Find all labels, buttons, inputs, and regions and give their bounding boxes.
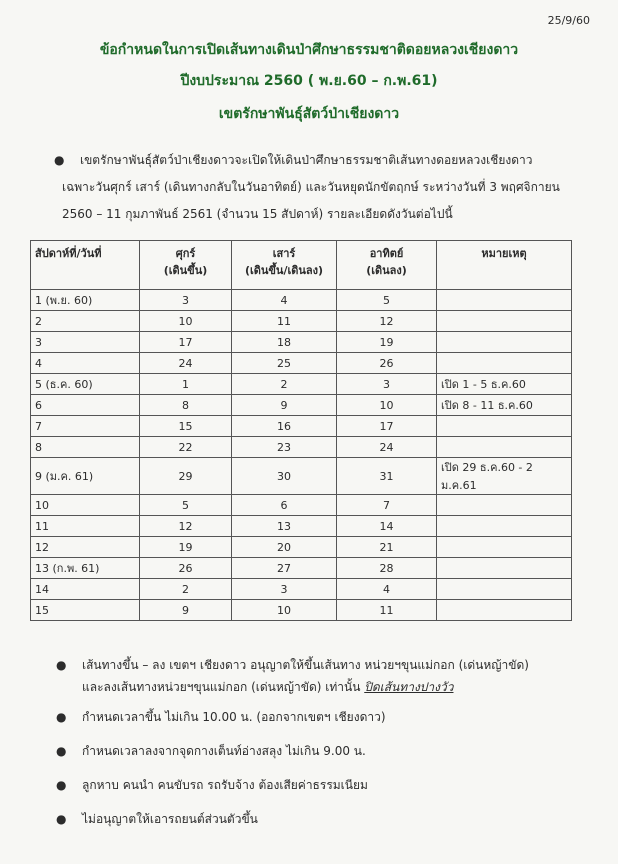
cell-saturday: 30	[232, 458, 337, 495]
cell-sunday: 19	[337, 332, 437, 353]
rule-text: กำหนดเวลาขึ้น ไม่เกิน 10.00 น. (ออกจากเขตฯ เชียงดาว)	[82, 710, 386, 724]
table-row	[31, 537, 572, 558]
cell-saturday: 18	[232, 332, 337, 353]
cell-week: 6	[31, 395, 140, 416]
cell-sunday: 12	[337, 311, 437, 332]
cell-sunday: 4	[337, 579, 437, 600]
cell-week: 7	[31, 416, 140, 437]
cell-sunday: 11	[337, 600, 437, 621]
closed-route-text: ปิดเส้นทางปางวัว	[364, 680, 454, 694]
header-saturday: เสาร์ (เดินขึ้น/เดินลง)	[232, 241, 337, 290]
bullet-icon: ●	[56, 710, 67, 724]
header-sunday: อาทิตย์ (เดินลง)	[337, 241, 437, 290]
cell-sunday: 26	[337, 353, 437, 374]
cell-saturday: 27	[232, 558, 337, 579]
cell-saturday: 20	[232, 537, 337, 558]
cell-sunday: 5	[337, 290, 437, 311]
rule-text: ลูกหาบ คนนำ คนขับรถ รถรับจ้าง ต้องเสียค่าธรรมเนียม	[82, 778, 368, 792]
cell-week: 1 (พ.ย. 60)	[31, 290, 140, 311]
cell-friday: 19	[140, 537, 232, 558]
cell-friday: 12	[140, 516, 232, 537]
intro-paragraph	[54, 147, 594, 228]
cell-sunday: 21	[337, 537, 437, 558]
cell-note	[437, 600, 572, 621]
cell-sunday: 3	[337, 374, 437, 395]
cell-week: 10	[31, 495, 140, 516]
cell-week: 5 (ธ.ค. 60)	[31, 374, 140, 395]
cell-saturday: 2	[232, 374, 337, 395]
cell-note	[437, 558, 572, 579]
cell-note	[437, 579, 572, 600]
intro-line: 2560 – 11 กุมภาพันธ์ 2561 (จำนวน 15 สัปดาห์) รายละเอียดดังวันต่อไปนี้	[62, 207, 453, 221]
cell-week: 4	[31, 353, 140, 374]
table-row	[31, 558, 572, 579]
table-header-row	[31, 241, 572, 290]
cell-week: 2	[31, 311, 140, 332]
rule-item	[56, 740, 596, 762]
fiscal-year-subtitle: ปีงบประมาณ 2560 ( พ.ย.60 – ก.พ.61)	[180, 73, 438, 89]
cell-saturday: 13	[232, 516, 337, 537]
header-week: สัปดาห์ที่/วันที่	[31, 241, 140, 290]
header-friday: ศุกร์ (เดินขึ้น)	[140, 241, 232, 290]
cell-saturday: 23	[232, 437, 337, 458]
cell-sunday: 14	[337, 516, 437, 537]
intro-line: เขตรักษาพันธุ์สัตว์ป่าเชียงดาวจะเปิดให้เดินป่าศึกษาธรรมชาติเส้นทางดอยหลวงเชียงดาว	[80, 153, 533, 167]
bullet-icon: ●	[56, 812, 67, 826]
table-row	[31, 332, 572, 353]
rule-text: และลงเส้นทางหน่วยฯขุนแม่กอก (เด่นหญ้าขัด) เท่านั้น	[82, 680, 361, 694]
table-row	[31, 579, 572, 600]
bullet-icon: ●	[56, 744, 67, 758]
cell-note	[437, 416, 572, 437]
cell-friday: 8	[140, 395, 232, 416]
bullet-icon: ●	[56, 778, 67, 792]
cell-saturday: 16	[232, 416, 337, 437]
table-row	[31, 311, 572, 332]
document-date: 25/9/60	[547, 14, 590, 27]
bullet-icon: ●	[54, 153, 65, 167]
cell-week: 13 (ก.พ. 61)	[31, 558, 140, 579]
cell-friday: 2	[140, 579, 232, 600]
cell-week: 11	[31, 516, 140, 537]
cell-note	[437, 495, 572, 516]
cell-sunday: 7	[337, 495, 437, 516]
cell-friday: 22	[140, 437, 232, 458]
cell-note	[437, 290, 572, 311]
header-note: หมายเหตุ	[437, 241, 572, 290]
cell-sunday: 24	[337, 437, 437, 458]
cell-week: 3	[31, 332, 140, 353]
cell-saturday: 4	[232, 290, 337, 311]
table-row	[31, 458, 572, 495]
rule-text: เส้นทางขึ้น – ลง เขตฯ เชียงดาว อนุญาตให้ขึ้นเส้นทาง หน่วยฯขุนแม่กอก (เด่นหญ้าขัด)	[82, 658, 529, 672]
cell-saturday: 10	[232, 600, 337, 621]
cell-note: เปิด 8 - 11 ธ.ค.60	[437, 395, 572, 416]
cell-note: เปิด 29 ธ.ค.60 - 2 ม.ค.61	[437, 458, 572, 495]
cell-note	[437, 353, 572, 374]
cell-note	[437, 311, 572, 332]
cell-friday: 9	[140, 600, 232, 621]
cell-friday: 15	[140, 416, 232, 437]
rule-item	[56, 808, 596, 830]
cell-note	[437, 537, 572, 558]
bullet-icon: ●	[56, 658, 67, 672]
cell-week: 12	[31, 537, 140, 558]
intro-line: เฉพาะวันศุกร์ เสาร์ (เดินทางกลับในวันอาทิตย์) และวันหยุดนักขัตฤกษ์ ระหว่างวันที่ 3 พฤศจิกายน	[62, 180, 560, 194]
table-row	[31, 374, 572, 395]
rule-item	[56, 654, 596, 698]
table-row	[31, 416, 572, 437]
rule-item	[56, 706, 596, 728]
cell-note	[437, 516, 572, 537]
table-row	[31, 516, 572, 537]
cell-note: เปิด 1 - 5 ธ.ค.60	[437, 374, 572, 395]
cell-note	[437, 332, 572, 353]
table-row	[31, 290, 572, 311]
cell-saturday: 3	[232, 579, 337, 600]
cell-week: 8	[31, 437, 140, 458]
cell-week: 15	[31, 600, 140, 621]
rule-text: กำหนดเวลาลงจากจุดกางเต็นท์อ่างสลุง ไม่เกิน 9.00 น.	[82, 744, 366, 758]
cell-sunday: 17	[337, 416, 437, 437]
cell-sunday: 31	[337, 458, 437, 495]
cell-friday: 24	[140, 353, 232, 374]
table-row	[31, 437, 572, 458]
table-row	[31, 395, 572, 416]
cell-saturday: 25	[232, 353, 337, 374]
document-title: ข้อกำหนดในการเปิดเส้นทางเดินป่าศึกษาธรรมชาติดอยหลวงเชียงดาว	[99, 42, 519, 58]
cell-saturday: 6	[232, 495, 337, 516]
table-row	[31, 495, 572, 516]
cell-saturday: 9	[232, 395, 337, 416]
cell-sunday: 10	[337, 395, 437, 416]
cell-week: 9 (ม.ค. 61)	[31, 458, 140, 495]
cell-friday: 10	[140, 311, 232, 332]
cell-week: 14	[31, 579, 140, 600]
table-row	[31, 600, 572, 621]
cell-friday: 3	[140, 290, 232, 311]
sanctuary-name: เขตรักษาพันธุ์สัตว์ป่าเชียงดาว	[218, 106, 400, 122]
cell-friday: 17	[140, 332, 232, 353]
schedule-table	[30, 240, 572, 621]
cell-friday: 1	[140, 374, 232, 395]
table-row	[31, 353, 572, 374]
rule-item	[56, 774, 596, 796]
rules-list	[56, 654, 596, 830]
cell-friday: 29	[140, 458, 232, 495]
rule-text: ไม่อนุญาตให้เอารถยนต์ส่วนตัวขึ้น	[82, 812, 258, 826]
cell-friday: 26	[140, 558, 232, 579]
cell-note	[437, 437, 572, 458]
cell-saturday: 11	[232, 311, 337, 332]
cell-sunday: 28	[337, 558, 437, 579]
cell-friday: 5	[140, 495, 232, 516]
